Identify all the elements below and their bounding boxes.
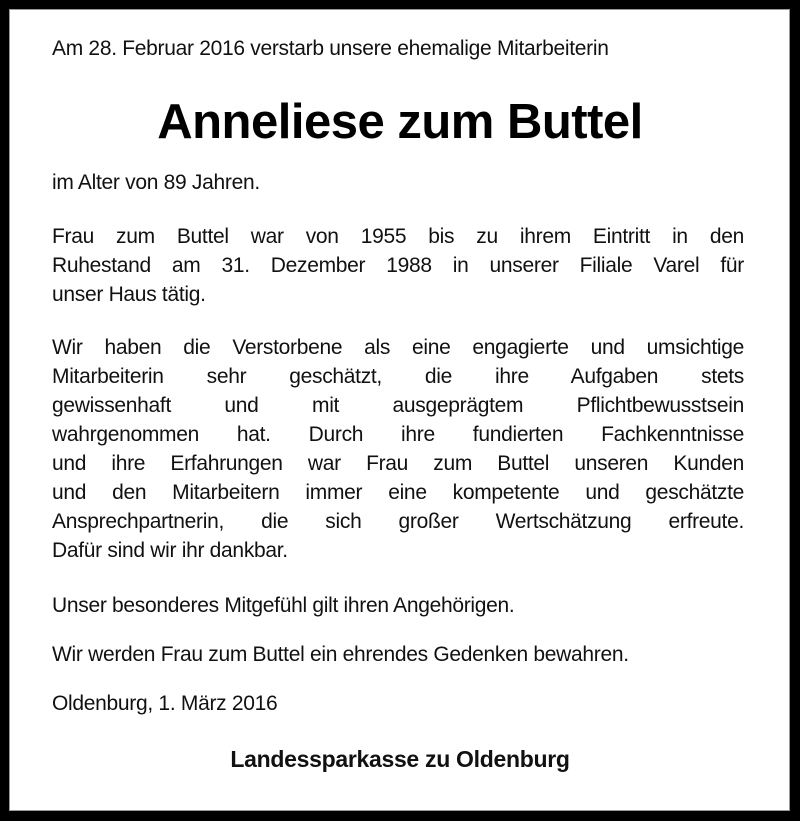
paragraph-line: gewissenhaft und mit ausgeprägtem Pflichtbewusstsein xyxy=(52,394,744,417)
deceased-name: Anneliese zum Buttel xyxy=(157,95,643,149)
sympathy-line: Unser besonderes Mitgefühl gilt ihren Angehörigen. xyxy=(52,594,515,617)
paragraph-line: Frau zum Buttel war von 1955 bis zu ihrem Eintritt in den xyxy=(52,225,744,248)
paragraph-line: Mitarbeiterin sehr geschätzt, die ihre Aufgaben stets xyxy=(52,365,744,388)
age-line: im Alter von 89 Jahren. xyxy=(52,171,260,194)
paragraph-line: und ihre Erfahrungen war Frau zum Buttel unseren Kunden xyxy=(52,452,744,475)
place-date-line: Oldenburg, 1. März 2016 xyxy=(52,692,278,715)
tribute-paragraph xyxy=(52,333,744,565)
paragraph-line: Ansprechpartnerin, die sich großer Wertschätzung erfreute. xyxy=(52,510,744,533)
remembrance-line: Wir werden Frau zum Buttel ein ehrendes Gedenken bewahren. xyxy=(52,643,629,666)
employment-paragraph xyxy=(52,222,744,309)
paragraph-line: wahrgenommen hat. Durch ihre fundierten Fachkenntnisse xyxy=(52,423,744,446)
paragraph-line: unser Haus tätig. xyxy=(52,283,206,306)
signature: Landessparkasse zu Oldenburg xyxy=(230,746,570,772)
paragraph-line: Ruhestand am 31. Dezember 1988 in unserer Filiale Varel für xyxy=(52,254,744,277)
paragraph-line: und den Mitarbeitern immer eine kompetente und geschätzte xyxy=(52,481,744,504)
paragraph-line: Wir haben die Verstorbene als eine engagierte und umsichtige xyxy=(52,336,744,359)
intro-line: Am 28. Februar 2016 verstarb unsere ehemalige Mitarbeiterin xyxy=(52,37,609,60)
paragraph-line: Dafür sind wir ihr dankbar. xyxy=(52,539,288,562)
